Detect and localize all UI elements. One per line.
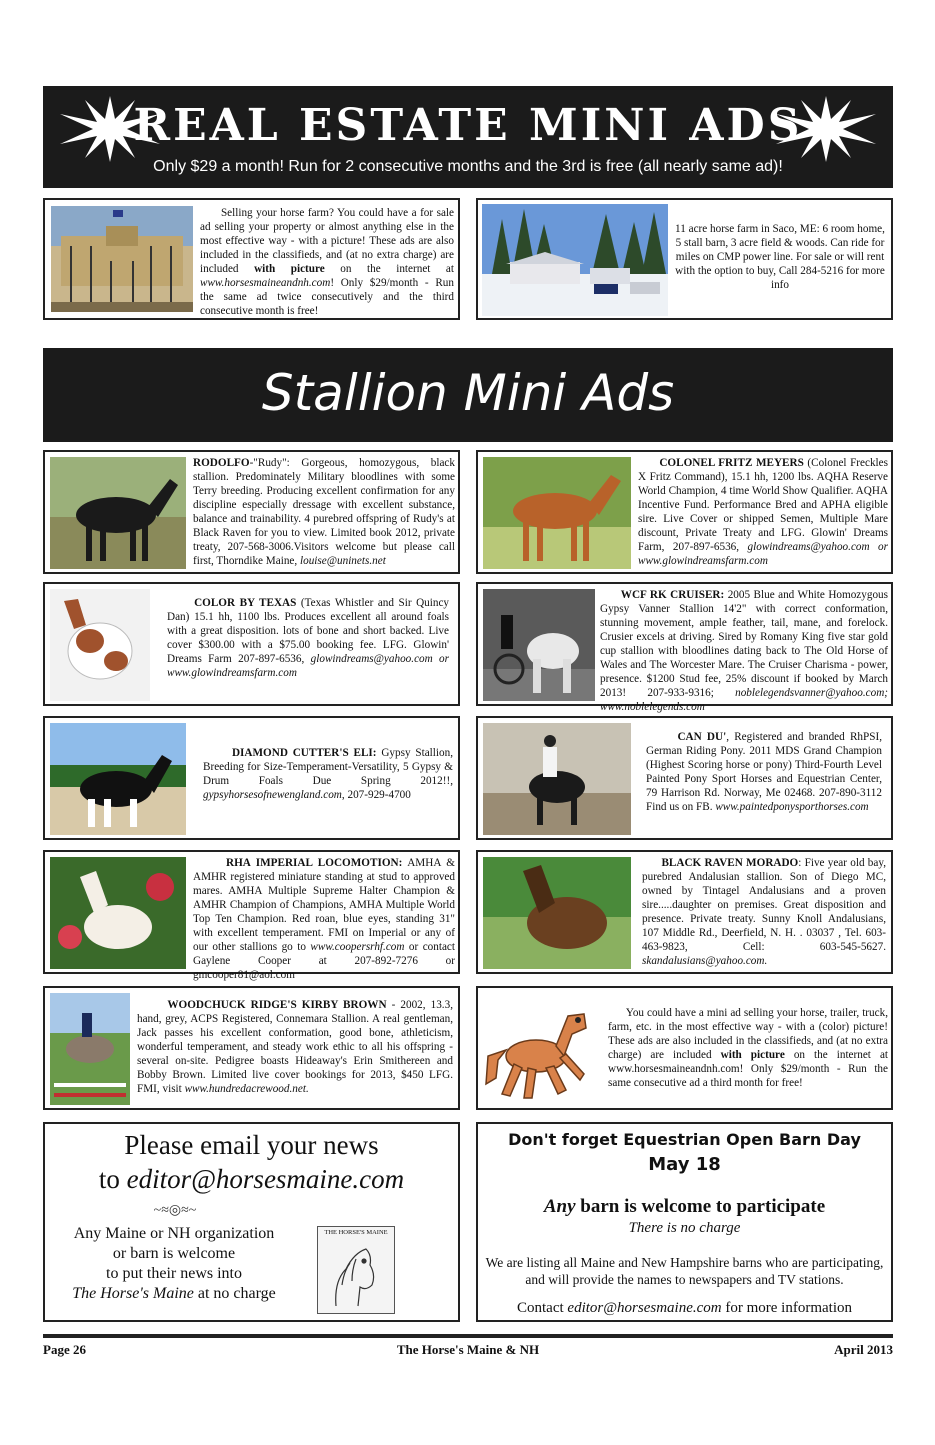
ad-wcf-rk-cruiser bbox=[476, 582, 893, 713]
barn-day-date: May 18 bbox=[648, 1154, 721, 1175]
real-estate-banner bbox=[43, 86, 893, 188]
ad-can-du bbox=[476, 716, 893, 840]
barn-day-listing: We are listing all Maine and New Hampshire barns who are participating, and will provide the names to newspapers and TV stations. bbox=[485, 1255, 884, 1287]
news-org-text: Any Maine or NH organization or barn is welcome to put their news into The Horse's Maine at no charge bbox=[72, 1225, 276, 1302]
chestnut-stallion-photo bbox=[483, 457, 631, 569]
real-estate-ad-1 bbox=[43, 198, 460, 320]
real-estate-ad-2 bbox=[476, 198, 893, 320]
banner-subtitle: Only $29 a month! Run for 2 consecutive months and the 3rd is free (all nearly same ad)! bbox=[153, 158, 783, 175]
barn-day-contact: Contact editor@horsesmaine.com for more information bbox=[517, 1300, 852, 1316]
ad-rha-imperial-text: RHA IMPERIAL LOCOMOTION: AMHA & AMHR registered miniature standing at stud to approved mares. AMHA Multiple Supreme Halter Champion & AMHR Champion of Champions, AMHA Multiple World Top Ten Champion. Red roan, blue eyes, standing 31" with excellent temperament. FMI on Imperial or any of our other stallions go to www.coopersrhf.com or contact Gaylene Cooper at 207-892-7276 or gmcooper81@aol.com bbox=[193, 857, 456, 981]
andalusian-photo bbox=[483, 857, 631, 969]
real-estate-ad-2-text: 11 acre horse farm in Saco, ME: 6 room home, 5 stall barn, 3 acre field & woods. Can ride for miles on CMP power line. For sale or will rent with the option to buy, Call 284-5216 for more info bbox=[675, 223, 885, 291]
ad-black-raven-morado-text: BLACK RAVEN MORADO: Five year old bay, purebred Andalusian stallion. Son of Diego MC, owned by Tintagel Andalusians and a proven sire.....daughter on premises. Great disposition and presence. Private treaty. Sunny Knoll Andalusians, 107 Middle Rd., Deerfield, N. H. . 03037 , Tel. 603-463-9823, Cell: 603-545-5627. skandalusians@yahoo.com. bbox=[642, 857, 886, 967]
stallion-banner-title: Stallion Mini Ads bbox=[261, 364, 675, 422]
ad-promo-mini bbox=[476, 986, 893, 1110]
logo-text: THE HORSE'S MAINE bbox=[324, 1229, 388, 1236]
ornament: ~≈◎≈~ bbox=[153, 1203, 197, 1218]
ad-woodchuck-ridge bbox=[43, 986, 460, 1110]
ad-black-raven-morado bbox=[476, 850, 893, 974]
ad-rodolfo bbox=[43, 450, 460, 574]
black-stallion-photo bbox=[50, 457, 186, 569]
palace-photo bbox=[51, 206, 193, 312]
news-box bbox=[43, 1122, 460, 1322]
ad-colonel-fritz bbox=[476, 450, 893, 574]
news-email-link[interactable]: editor@horsesmaine.com bbox=[126, 1164, 405, 1194]
footer-publication: The Horse's Maine & NH bbox=[396, 1342, 540, 1357]
barn-day-welcome: Any barn is welcome to participate bbox=[543, 1196, 826, 1217]
barn-day-email-link[interactable]: editor@horsesmaine.com bbox=[567, 1300, 722, 1316]
farm-photo bbox=[482, 204, 668, 316]
ad-colonel-fritz-text: COLONEL FRITZ MEYERS (Colonel Freckles X Fritz Command), 15.1 hh, 1200 lbs. AQHA Reserve World Champion, 4 time World Show Qualifier. AQHA Incentive Fund. Performance Bred and APHA eligible sire. Live Cover or shipped Semen, Multiple Mare discount, Private Treaty and LFG. Glowin' Dreams Farm, 207-897-6536, glowindreams@yahoo.com or www.glowindreamsfarm.com bbox=[638, 457, 888, 567]
ad-can-du-text: CAN DU', Registered and branded RhPSI, German Riding Pony. 2011 MDS Grand Champion (Highest Scoring horse or pony) Third-Fourth Level Painted Pony Sport Horses and Equestrian Center, 79 Harrison Rd. Norway, Me 02468. 207-890-3112 Find us on FB. www.paintedponysporthorses.com bbox=[646, 731, 882, 813]
real-estate-ad-1-text: Selling your horse farm? You could have a for sale ad selling your property or almost anything else in the most effective way - with a picture! These ads are also included in the classifieds, and (at no extra charge) are included with picture on the internet at www.horsesmaineandnh.com! Only $29/month - Run the same ad twice consecutively and the third consecutive month is free! bbox=[200, 207, 455, 317]
pony-rider-photo bbox=[483, 723, 631, 835]
footer-page: Page 26 bbox=[43, 1342, 86, 1357]
gypsy-stallion-photo bbox=[50, 723, 186, 835]
horses-maine-logo bbox=[317, 1226, 395, 1314]
paint-horse-photo bbox=[50, 589, 150, 701]
news-line-1: Please email your news bbox=[124, 1130, 379, 1160]
ad-rha-imperial bbox=[43, 850, 460, 981]
logo-horse-icon bbox=[326, 1241, 386, 1311]
ad-diamond-cutters-eli-text: DIAMOND CUTTER'S ELI: Gypsy Stallion, Breeding for Size-Temperament-Versatility, 5 Gypsy & Drum Foals Due Spring 2012!!, gypsyhorsesofnewengland.com, 207-929-4700 bbox=[203, 747, 453, 801]
footer-rule bbox=[43, 1334, 893, 1338]
banner-title: REAL ESTATE MINI ADS bbox=[133, 100, 803, 151]
ad-promo-mini-text: You could have a mini ad selling your horse, trailer, truck, farm, etc. in the most effective way - with a (color) picture! These ads are also included in the classifieds, and (at no extra charge) are included with picture on the internet at www.horsesmaineandnh.com! Only $29/month - Run the same consecutive ad a third month for free! bbox=[608, 1007, 889, 1089]
ad-diamond-cutters-eli bbox=[43, 716, 460, 840]
ad-rodolfo-text: RODOLFO-"Rudy": Gorgeous, homozygous, black stallion. Predominately Military bloodlines with some Terry breeding. Producing excellent confirmation for any discipline especially dressage with excellent substance, balance and trainability. 4 purebred offspring of Rudy's at Black Raven for you to view. Limited book 2012, private treaty, 207-568-3006.Visitors welcome but please call first, Thorndike Maine, louise@uninets.net bbox=[193, 457, 455, 567]
jumping-pony-photo bbox=[50, 993, 130, 1105]
barn-day-box bbox=[476, 1122, 893, 1322]
ad-color-by-texas bbox=[43, 582, 460, 706]
ad-color-by-texas-text: COLOR BY TEXAS (Texas Whistler and Sir Quincy Dan) 15.1 hh, 1100 lbs. Produces excellent all around foals with a great disposition. lots of bone and short backed. Live cover $300.00 with a $75.00 booking fee. LFG. Glowin' Dreams Farm 207-897-6536, glowindreams@yahoo.com or www.glowindreamsfarm.com bbox=[167, 597, 450, 679]
ad-wcf-rk-cruiser-text: WCF RK CRUISER: 2005 Blue and White Homozygous Gypsy Vanner Stallion 14'2" with correct conformation, stunning movement, ample feather, tail, mane, and forelock. Crusier excels at driving. Sired by Romany King five star gold cup stallion with bloodlines dating back to The Old Horse of Wales and The Worcester Mare. The Cruiser Charisma - power, presence. $1200 Stud fee, 25% discount if booked by March 2013! 207-933-9316; noblelegendsvanner@yahoo.com; www.noblelegends.com bbox=[600, 589, 888, 713]
cartoon-horse-icon bbox=[484, 994, 594, 1104]
barn-day-charge: There is no charge bbox=[628, 1220, 741, 1236]
stallion-banner bbox=[43, 348, 893, 442]
news-line-2: to editor@horsesmaine.com bbox=[98, 1164, 405, 1194]
gypsy-cart-photo bbox=[483, 589, 595, 701]
barn-day-title: Don't forget Equestrian Open Barn Day bbox=[508, 1130, 861, 1149]
footer-date: April 2013 bbox=[834, 1342, 893, 1357]
ad-woodchuck-ridge-text: WOODCHUCK RIDGE'S KIRBY BROWN - 2002, 13.3, hand, grey, ACPS Registered, Connemara Stallion. A real gentleman, Jack passes his excellent conformation, good bone, athleticism, wonderful temperament, and steady work ethic to all his offspring - several on-site. Pedigree boasts Hideaway's Erin Smithereen and Bobby Brown. Limited live cover bookings for 2013, $450 LFG. FMI, visit www.hundredacrewood.net. bbox=[137, 999, 453, 1095]
miniature-horse-photo bbox=[50, 857, 186, 969]
